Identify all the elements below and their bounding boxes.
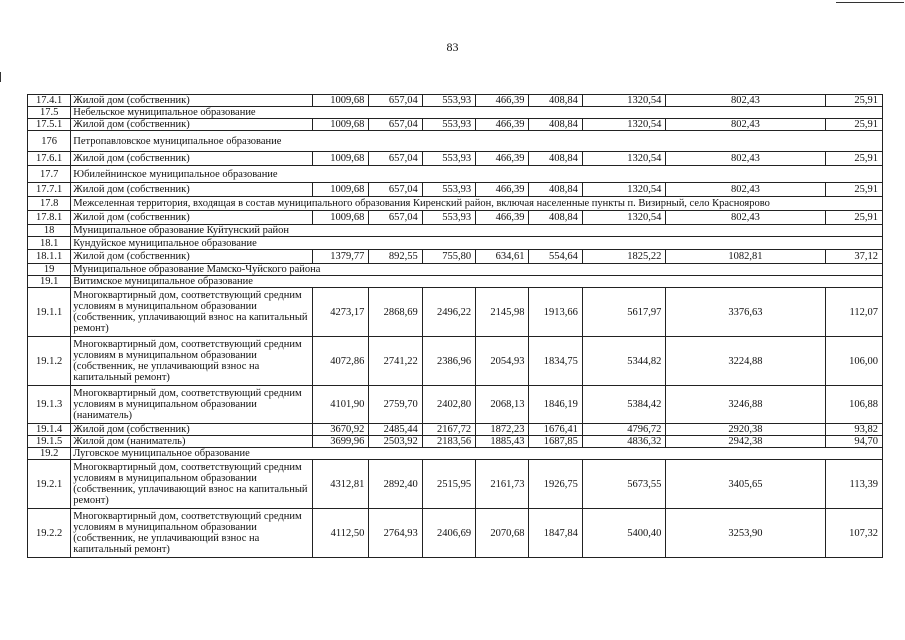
- value-cell: 3670,92: [312, 424, 368, 436]
- section-row: [28, 166, 883, 183]
- value-cell: 657,04: [369, 211, 422, 225]
- value-cell: 2070,68: [476, 509, 529, 558]
- row-number: 19: [28, 264, 71, 276]
- value-cell: 802,43: [666, 211, 825, 225]
- value-cell: 1913,66: [529, 288, 582, 337]
- row-number: 17.6.1: [28, 152, 71, 166]
- value-cell: 1082,81: [666, 250, 825, 264]
- value-cell: 25,91: [825, 152, 883, 166]
- value-cell: 1009,68: [312, 152, 368, 166]
- value-cell: 408,84: [529, 95, 582, 107]
- row-number: 19.1.5: [28, 436, 71, 448]
- value-cell: 1320,54: [582, 183, 666, 197]
- value-cell: 3246,88: [666, 386, 825, 424]
- value-cell: 25,91: [825, 211, 883, 225]
- value-cell: 2515,95: [422, 460, 475, 509]
- value-cell: 112,07: [825, 288, 883, 337]
- housing-type: Многоквартирный дом, соответствующий средним условиям в муниципальном образовании (наниматель): [71, 386, 313, 424]
- value-cell: 657,04: [369, 183, 422, 197]
- value-cell: 25,91: [825, 183, 883, 197]
- value-cell: 1926,75: [529, 460, 582, 509]
- value-cell: 892,55: [369, 250, 422, 264]
- housing-type: Жилой дом (собственник): [71, 211, 313, 225]
- section-row: [28, 448, 883, 460]
- value-cell: 4273,17: [312, 288, 368, 337]
- value-cell: 466,39: [476, 183, 529, 197]
- value-cell: 2402,80: [422, 386, 475, 424]
- row-number: 17.5: [28, 107, 71, 119]
- value-cell: 657,04: [369, 95, 422, 107]
- value-cell: 634,61: [476, 250, 529, 264]
- value-cell: 553,93: [422, 95, 475, 107]
- section-title: Муниципальное образование Мамско-Чуйского района: [71, 264, 883, 276]
- value-cell: 657,04: [369, 119, 422, 131]
- value-cell: 1320,54: [582, 211, 666, 225]
- housing-type: Жилой дом (собственник): [71, 183, 313, 197]
- value-cell: 106,88: [825, 386, 883, 424]
- value-cell: 5400,40: [582, 509, 666, 558]
- value-cell: 2759,70: [369, 386, 422, 424]
- section-row: [28, 264, 883, 276]
- row-number: 176: [28, 131, 71, 152]
- section-row: [28, 225, 883, 237]
- section-title: Небельское муниципальное образование: [71, 107, 883, 119]
- value-cell: 2068,13: [476, 386, 529, 424]
- section-row: [28, 197, 883, 211]
- housing-type: Многоквартирный дом, соответствующий средним условиям в муниципальном образовании (собственник, не уплачивающий взнос на капитальный ремонт): [71, 337, 313, 386]
- row-number: 17.5.1: [28, 119, 71, 131]
- value-cell: 1009,68: [312, 95, 368, 107]
- value-cell: 106,00: [825, 337, 883, 386]
- value-cell: 1320,54: [582, 119, 666, 131]
- value-cell: 1687,85: [529, 436, 582, 448]
- value-cell: 2161,73: [476, 460, 529, 509]
- table-row: [28, 119, 883, 131]
- value-cell: 408,84: [529, 183, 582, 197]
- value-cell: 4836,32: [582, 436, 666, 448]
- section-title: Кундуйское муниципальное образование: [71, 237, 883, 250]
- section-title: Муниципальное образование Куйтунский район: [71, 225, 883, 237]
- row-number: 19.1.1: [28, 288, 71, 337]
- table-row: [28, 436, 883, 448]
- value-cell: 93,82: [825, 424, 883, 436]
- housing-type: Жилой дом (собственник): [71, 424, 313, 436]
- value-cell: 2183,56: [422, 436, 475, 448]
- page-number: 83: [446, 40, 459, 54]
- value-cell: 466,39: [476, 119, 529, 131]
- value-cell: 1885,43: [476, 436, 529, 448]
- housing-type: Многоквартирный дом, соответствующий средним условиям в муниципальном образовании (собственник, не уплачивающий взнос на капитальный ремонт): [71, 509, 313, 558]
- value-cell: 5617,97: [582, 288, 666, 337]
- table-row: [28, 386, 883, 424]
- value-cell: 755,80: [422, 250, 475, 264]
- table-row: [28, 211, 883, 225]
- value-cell: 1009,68: [312, 119, 368, 131]
- value-cell: 1872,23: [476, 424, 529, 436]
- value-cell: 113,39: [825, 460, 883, 509]
- value-cell: 5384,42: [582, 386, 666, 424]
- value-cell: 3405,65: [666, 460, 825, 509]
- value-cell: 554,64: [529, 250, 582, 264]
- value-cell: 553,93: [422, 119, 475, 131]
- value-cell: 2386,96: [422, 337, 475, 386]
- value-cell: 2054,93: [476, 337, 529, 386]
- value-cell: 2145,98: [476, 288, 529, 337]
- value-cell: 2496,22: [422, 288, 475, 337]
- table-row: [28, 183, 883, 197]
- value-cell: 1009,68: [312, 211, 368, 225]
- table-row: [28, 152, 883, 166]
- value-cell: 2764,93: [369, 509, 422, 558]
- value-cell: 657,04: [369, 152, 422, 166]
- table-row: [28, 337, 883, 386]
- row-number: 19.1.3: [28, 386, 71, 424]
- value-cell: 802,43: [666, 95, 825, 107]
- tariff-table: [27, 94, 883, 558]
- value-cell: 1834,75: [529, 337, 582, 386]
- row-number: 19.1.4: [28, 424, 71, 436]
- value-cell: 5673,55: [582, 460, 666, 509]
- value-cell: 1825,22: [582, 250, 666, 264]
- value-cell: 553,93: [422, 183, 475, 197]
- section-title: Петропавловское муниципальное образование: [71, 131, 883, 152]
- table-row: [28, 460, 883, 509]
- row-number: 17.8.1: [28, 211, 71, 225]
- value-cell: 553,93: [422, 152, 475, 166]
- value-cell: 4112,50: [312, 509, 368, 558]
- section-title: Луговское муниципальное образование: [71, 448, 883, 460]
- value-cell: 1676,41: [529, 424, 582, 436]
- value-cell: 2868,69: [369, 288, 422, 337]
- value-cell: 4796,72: [582, 424, 666, 436]
- value-cell: 3253,90: [666, 509, 825, 558]
- row-number: 17.8: [28, 197, 71, 211]
- row-number: 17.4.1: [28, 95, 71, 107]
- value-cell: 408,84: [529, 211, 582, 225]
- value-cell: 466,39: [476, 95, 529, 107]
- housing-type: Жилой дом (наниматель): [71, 436, 313, 448]
- housing-type: Жилой дом (собственник): [71, 250, 313, 264]
- value-cell: 3699,96: [312, 436, 368, 448]
- value-cell: 802,43: [666, 152, 825, 166]
- section-title: Межселенная территория, входящая в состав муниципального образования Киренский район, включая населенные пункты п. Визирный, село Красноярово: [71, 197, 883, 211]
- housing-type: Многоквартирный дом, соответствующий средним условиям в муниципальном образовании (собственник, уплачивающий взнос на капитальный ремонт): [71, 288, 313, 337]
- value-cell: 4101,90: [312, 386, 368, 424]
- table-body: [28, 95, 883, 558]
- value-cell: 2741,22: [369, 337, 422, 386]
- section-row: [28, 276, 883, 288]
- value-cell: 1320,54: [582, 152, 666, 166]
- row-number: 19.2.2: [28, 509, 71, 558]
- row-number: 19.1.2: [28, 337, 71, 386]
- value-cell: 802,43: [666, 183, 825, 197]
- value-cell: 2942,38: [666, 436, 825, 448]
- row-number: 19.2.1: [28, 460, 71, 509]
- value-cell: 466,39: [476, 211, 529, 225]
- scan-edge-line: [836, 2, 904, 3]
- value-cell: 408,84: [529, 152, 582, 166]
- value-cell: 802,43: [666, 119, 825, 131]
- table-row: [28, 95, 883, 107]
- value-cell: 107,32: [825, 509, 883, 558]
- value-cell: 2892,40: [369, 460, 422, 509]
- row-number: 18.1: [28, 237, 71, 250]
- value-cell: 25,91: [825, 119, 883, 131]
- value-cell: 25,91: [825, 95, 883, 107]
- value-cell: 3376,63: [666, 288, 825, 337]
- section-title: Юбилейнинское муниципальное образование: [71, 166, 883, 183]
- value-cell: 2485,44: [369, 424, 422, 436]
- value-cell: 2503,92: [369, 436, 422, 448]
- value-cell: 408,84: [529, 119, 582, 131]
- row-number: 18.1.1: [28, 250, 71, 264]
- table-row: [28, 250, 883, 264]
- value-cell: 553,93: [422, 211, 475, 225]
- row-number: 18: [28, 225, 71, 237]
- housing-type: Многоквартирный дом, соответствующий средним условиям в муниципальном образовании (собственник, уплачивающий взнос на капитальный ремонт): [71, 460, 313, 509]
- row-number: 17.7: [28, 166, 71, 183]
- value-cell: 466,39: [476, 152, 529, 166]
- value-cell: 2406,69: [422, 509, 475, 558]
- value-cell: 2167,72: [422, 424, 475, 436]
- housing-type: Жилой дом (собственник): [71, 95, 313, 107]
- value-cell: 2920,38: [666, 424, 825, 436]
- value-cell: 5344,82: [582, 337, 666, 386]
- value-cell: 1320,54: [582, 95, 666, 107]
- value-cell: 4072,86: [312, 337, 368, 386]
- section-row: [28, 131, 883, 152]
- row-number: 19.1: [28, 276, 71, 288]
- section-row: [28, 107, 883, 119]
- section-row: [28, 237, 883, 250]
- table-row: [28, 509, 883, 558]
- table-row: [28, 424, 883, 436]
- row-number: 19.2: [28, 448, 71, 460]
- value-cell: 1847,84: [529, 509, 582, 558]
- table-row: [28, 288, 883, 337]
- value-cell: 1846,19: [529, 386, 582, 424]
- value-cell: 4312,81: [312, 460, 368, 509]
- value-cell: 94,70: [825, 436, 883, 448]
- value-cell: 3224,88: [666, 337, 825, 386]
- value-cell: 1379,77: [312, 250, 368, 264]
- section-title: Витимское муниципальное образование: [71, 276, 883, 288]
- scan-margin-mark: [0, 72, 1, 82]
- value-cell: 1009,68: [312, 183, 368, 197]
- housing-type: Жилой дом (собственник): [71, 152, 313, 166]
- housing-type: Жилой дом (собственник): [71, 119, 313, 131]
- value-cell: 37,12: [825, 250, 883, 264]
- row-number: 17.7.1: [28, 183, 71, 197]
